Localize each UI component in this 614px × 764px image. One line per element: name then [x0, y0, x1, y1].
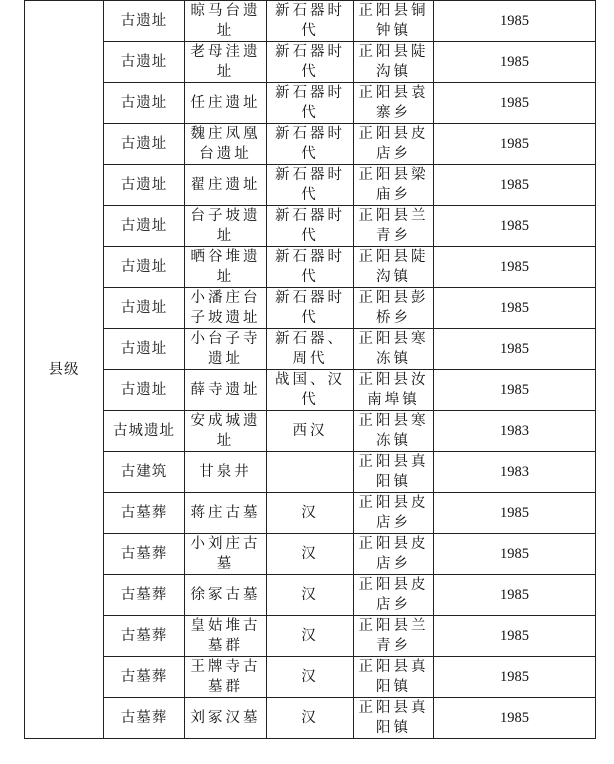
table-row [25, 83, 596, 124]
era-cell: 汉 [267, 657, 354, 698]
year-cell: 1985 [434, 42, 596, 83]
site-name-cell: 老母洼遗址 [185, 42, 267, 83]
year-cell: 1985 [434, 493, 596, 534]
location-cell: 正阳县陡沟镇 [354, 247, 434, 288]
site-name-cell: 薛寺遗址 [185, 370, 267, 411]
location-cell: 正阳县陡沟镇 [354, 42, 434, 83]
site-name-cell: 刘冢汉墓 [185, 698, 267, 739]
site-name-cell: 魏庄凤凰台遗址 [185, 124, 267, 165]
site-name-cell: 皇姑堆古墓群 [185, 616, 267, 657]
location-cell: 正阳县皮店乡 [354, 534, 434, 575]
site-name-cell: 翟庄遗址 [185, 165, 267, 206]
category-cell: 古遗址 [104, 206, 185, 247]
location-cell: 正阳县真阳镇 [354, 657, 434, 698]
protection-level-cell: 县级 [25, 1, 104, 739]
table-row [25, 534, 596, 575]
era-cell: 汉 [267, 534, 354, 575]
year-cell: 1985 [434, 698, 596, 739]
site-name-cell: 蒋庄古墓 [185, 493, 267, 534]
site-name-cell: 晒谷堆遗址 [185, 247, 267, 288]
era-cell: 新石器时代 [267, 206, 354, 247]
location-cell: 正阳县皮店乡 [354, 124, 434, 165]
location-cell: 正阳县寒冻镇 [354, 411, 434, 452]
year-cell: 1985 [434, 165, 596, 206]
category-cell: 古遗址 [104, 329, 185, 370]
category-cell: 古建筑 [104, 452, 185, 493]
year-cell: 1985 [434, 1, 596, 42]
table-row [25, 411, 596, 452]
year-cell: 1985 [434, 206, 596, 247]
era-cell: 西汉 [267, 411, 354, 452]
category-cell: 古遗址 [104, 42, 185, 83]
location-cell: 正阳县梁庙乡 [354, 165, 434, 206]
era-cell: 新石器时代 [267, 83, 354, 124]
era-cell: 汉 [267, 698, 354, 739]
year-cell: 1985 [434, 329, 596, 370]
location-cell: 正阳县寒冻镇 [354, 329, 434, 370]
category-cell: 古遗址 [104, 83, 185, 124]
site-name-cell: 甘泉井 [185, 452, 267, 493]
location-cell: 正阳县真阳镇 [354, 452, 434, 493]
table-row [25, 1, 596, 42]
era-cell: 新石器时代 [267, 165, 354, 206]
site-name-cell: 任庄遗址 [185, 83, 267, 124]
table-row [25, 657, 596, 698]
site-name-cell: 小刘庄古墓 [185, 534, 267, 575]
table-row [25, 698, 596, 739]
table-row [25, 124, 596, 165]
category-cell: 古遗址 [104, 1, 185, 42]
site-name-cell: 徐冢古墓 [185, 575, 267, 616]
era-cell: 新石器时代 [267, 288, 354, 329]
year-cell: 1983 [434, 452, 596, 493]
site-name-cell: 王牌寺古墓群 [185, 657, 267, 698]
category-cell: 古墓葬 [104, 698, 185, 739]
era-cell: 新石器时代 [267, 124, 354, 165]
table-row [25, 370, 596, 411]
era-cell: 汉 [267, 493, 354, 534]
era-cell: 新石器时代 [267, 1, 354, 42]
category-cell: 古遗址 [104, 124, 185, 165]
location-cell: 正阳县铜钟镇 [354, 1, 434, 42]
location-cell: 正阳县袁寨乡 [354, 83, 434, 124]
year-cell: 1985 [434, 124, 596, 165]
table-row [25, 616, 596, 657]
year-cell: 1985 [434, 616, 596, 657]
site-name-cell: 晾马台遗址 [185, 1, 267, 42]
site-name-cell: 台子坡遗址 [185, 206, 267, 247]
location-cell: 正阳县彭桥乡 [354, 288, 434, 329]
table-row [25, 247, 596, 288]
year-cell: 1985 [434, 288, 596, 329]
location-cell: 正阳县真阳镇 [354, 698, 434, 739]
site-name-cell: 小潘庄台子坡遗址 [185, 288, 267, 329]
table-row [25, 206, 596, 247]
site-name-cell: 安成城遗址 [185, 411, 267, 452]
category-cell: 古遗址 [104, 370, 185, 411]
era-cell: 战国、汉代 [267, 370, 354, 411]
category-cell: 古墓葬 [104, 534, 185, 575]
category-cell: 古遗址 [104, 247, 185, 288]
table-row [25, 42, 596, 83]
table-row [25, 493, 596, 534]
category-cell: 古墓葬 [104, 616, 185, 657]
era-cell: 新石器时代 [267, 247, 354, 288]
location-cell: 正阳县兰青乡 [354, 206, 434, 247]
category-cell: 古墓葬 [104, 657, 185, 698]
era-cell: 新石器时代 [267, 42, 354, 83]
category-cell: 古墓葬 [104, 493, 185, 534]
year-cell: 1985 [434, 657, 596, 698]
category-cell: 古城遗址 [104, 411, 185, 452]
era-cell: 新石器、周代 [267, 329, 354, 370]
era-cell: 汉 [267, 575, 354, 616]
year-cell: 1983 [434, 411, 596, 452]
heritage-table [24, 0, 596, 739]
table-row [25, 288, 596, 329]
category-cell: 古墓葬 [104, 575, 185, 616]
location-cell: 正阳县皮店乡 [354, 575, 434, 616]
year-cell: 1985 [434, 370, 596, 411]
heritage-table-body [25, 1, 596, 739]
category-cell: 古遗址 [104, 288, 185, 329]
location-cell: 正阳县皮店乡 [354, 493, 434, 534]
site-name-cell: 小台子寺遗址 [185, 329, 267, 370]
category-cell: 古遗址 [104, 165, 185, 206]
era-cell [267, 452, 354, 493]
year-cell: 1985 [434, 83, 596, 124]
year-cell: 1985 [434, 575, 596, 616]
table-row [25, 575, 596, 616]
year-cell: 1985 [434, 534, 596, 575]
table-row [25, 165, 596, 206]
location-cell: 正阳县汝南埠镇 [354, 370, 434, 411]
era-cell: 汉 [267, 616, 354, 657]
table-row [25, 329, 596, 370]
year-cell: 1985 [434, 247, 596, 288]
location-cell: 正阳县兰青乡 [354, 616, 434, 657]
table-row [25, 452, 596, 493]
